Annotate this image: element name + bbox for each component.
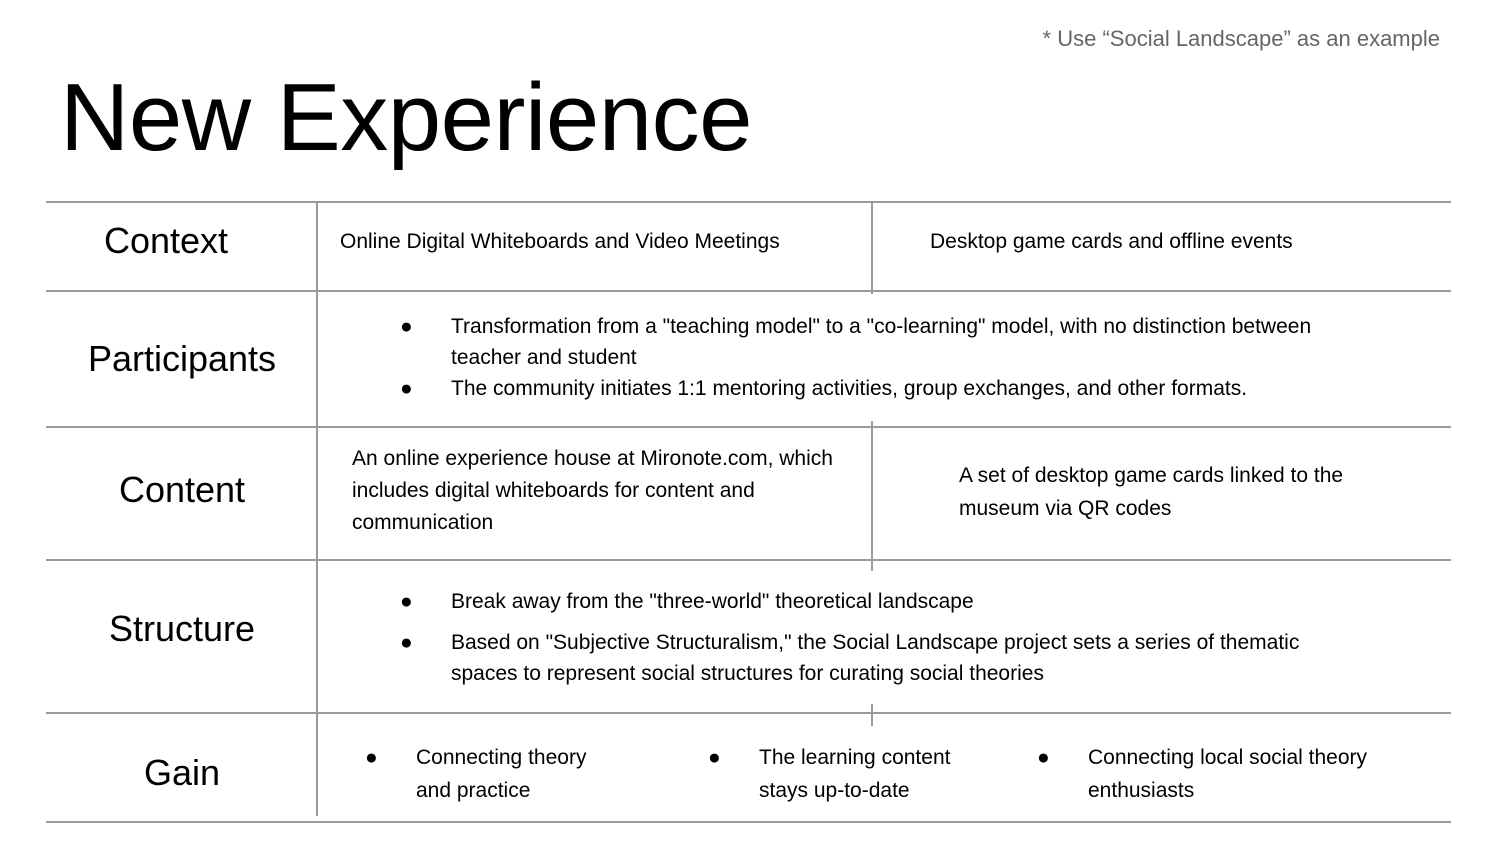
context-right-cell: Desktop game cards and offline events (930, 230, 1293, 253)
content-left-cell: An online experience house at Mironote.com, which includes digital whiteboards for content and communication (352, 447, 833, 534)
table-rule-2 (46, 426, 1451, 428)
bullet-icon: ● (400, 631, 413, 654)
table-rule-3 (46, 559, 1451, 561)
structure-bullet-list (400, 586, 1300, 689)
participants-bullet-list (400, 311, 1360, 404)
row-label-content: Content (118, 469, 246, 510)
gain-divider-tick (871, 704, 873, 726)
bullet-icon: ● (400, 315, 413, 338)
page-title: New Experience (60, 64, 752, 171)
context-left-cell: Online Digital Whiteboards and Video Meetings (340, 230, 780, 253)
row-label-gain: Gain (143, 752, 221, 793)
list-item: ● The community initiates 1:1 mentoring activities, group exchanges, and other formats. (400, 373, 1360, 404)
context-column-divider (871, 202, 873, 294)
gain-bullet-2 (708, 741, 988, 807)
gain-bullet-3 (1037, 741, 1417, 807)
list-item: ● Connecting local social theory enthusiasts (1037, 741, 1417, 807)
bullet-icon: ● (365, 746, 378, 769)
bullet-icon: ● (708, 746, 721, 769)
list-item: ● Break away from the "three-world" theoretical landscape (400, 586, 1300, 617)
table-rule-top (46, 201, 1451, 203)
table-rule-4 (46, 712, 1451, 714)
row-label-participants: Participants (87, 338, 277, 379)
row-label-structure: Structure (108, 608, 256, 649)
list-item: ● Transformation from a "teaching model" to a "co-learning" model, with no distinction between teacher and student (400, 311, 1360, 373)
gain-bullet-1 (365, 741, 625, 807)
table-rule-bottom (46, 821, 1451, 823)
bullet-icon: ● (400, 377, 413, 400)
list-item: ● The learning content stays up-to-date (708, 741, 988, 807)
list-item: ● Connecting theory and practice (365, 741, 625, 807)
list-item: ● Based on "Subjective Structuralism," the Social Landscape project sets a series of thematic spaces to represent social structures for curating social theories (400, 627, 1300, 689)
bullet-icon: ● (1037, 746, 1050, 769)
table-rule-1 (46, 290, 1451, 292)
content-right-cell: A set of desktop game cards linked to the museum via QR codes (959, 464, 1344, 520)
content-column-divider (871, 421, 873, 571)
bullet-icon: ● (400, 590, 413, 613)
row-label-context: Context (103, 220, 229, 261)
example-note: * Use “Social Landscape” as an example (1042, 26, 1440, 51)
